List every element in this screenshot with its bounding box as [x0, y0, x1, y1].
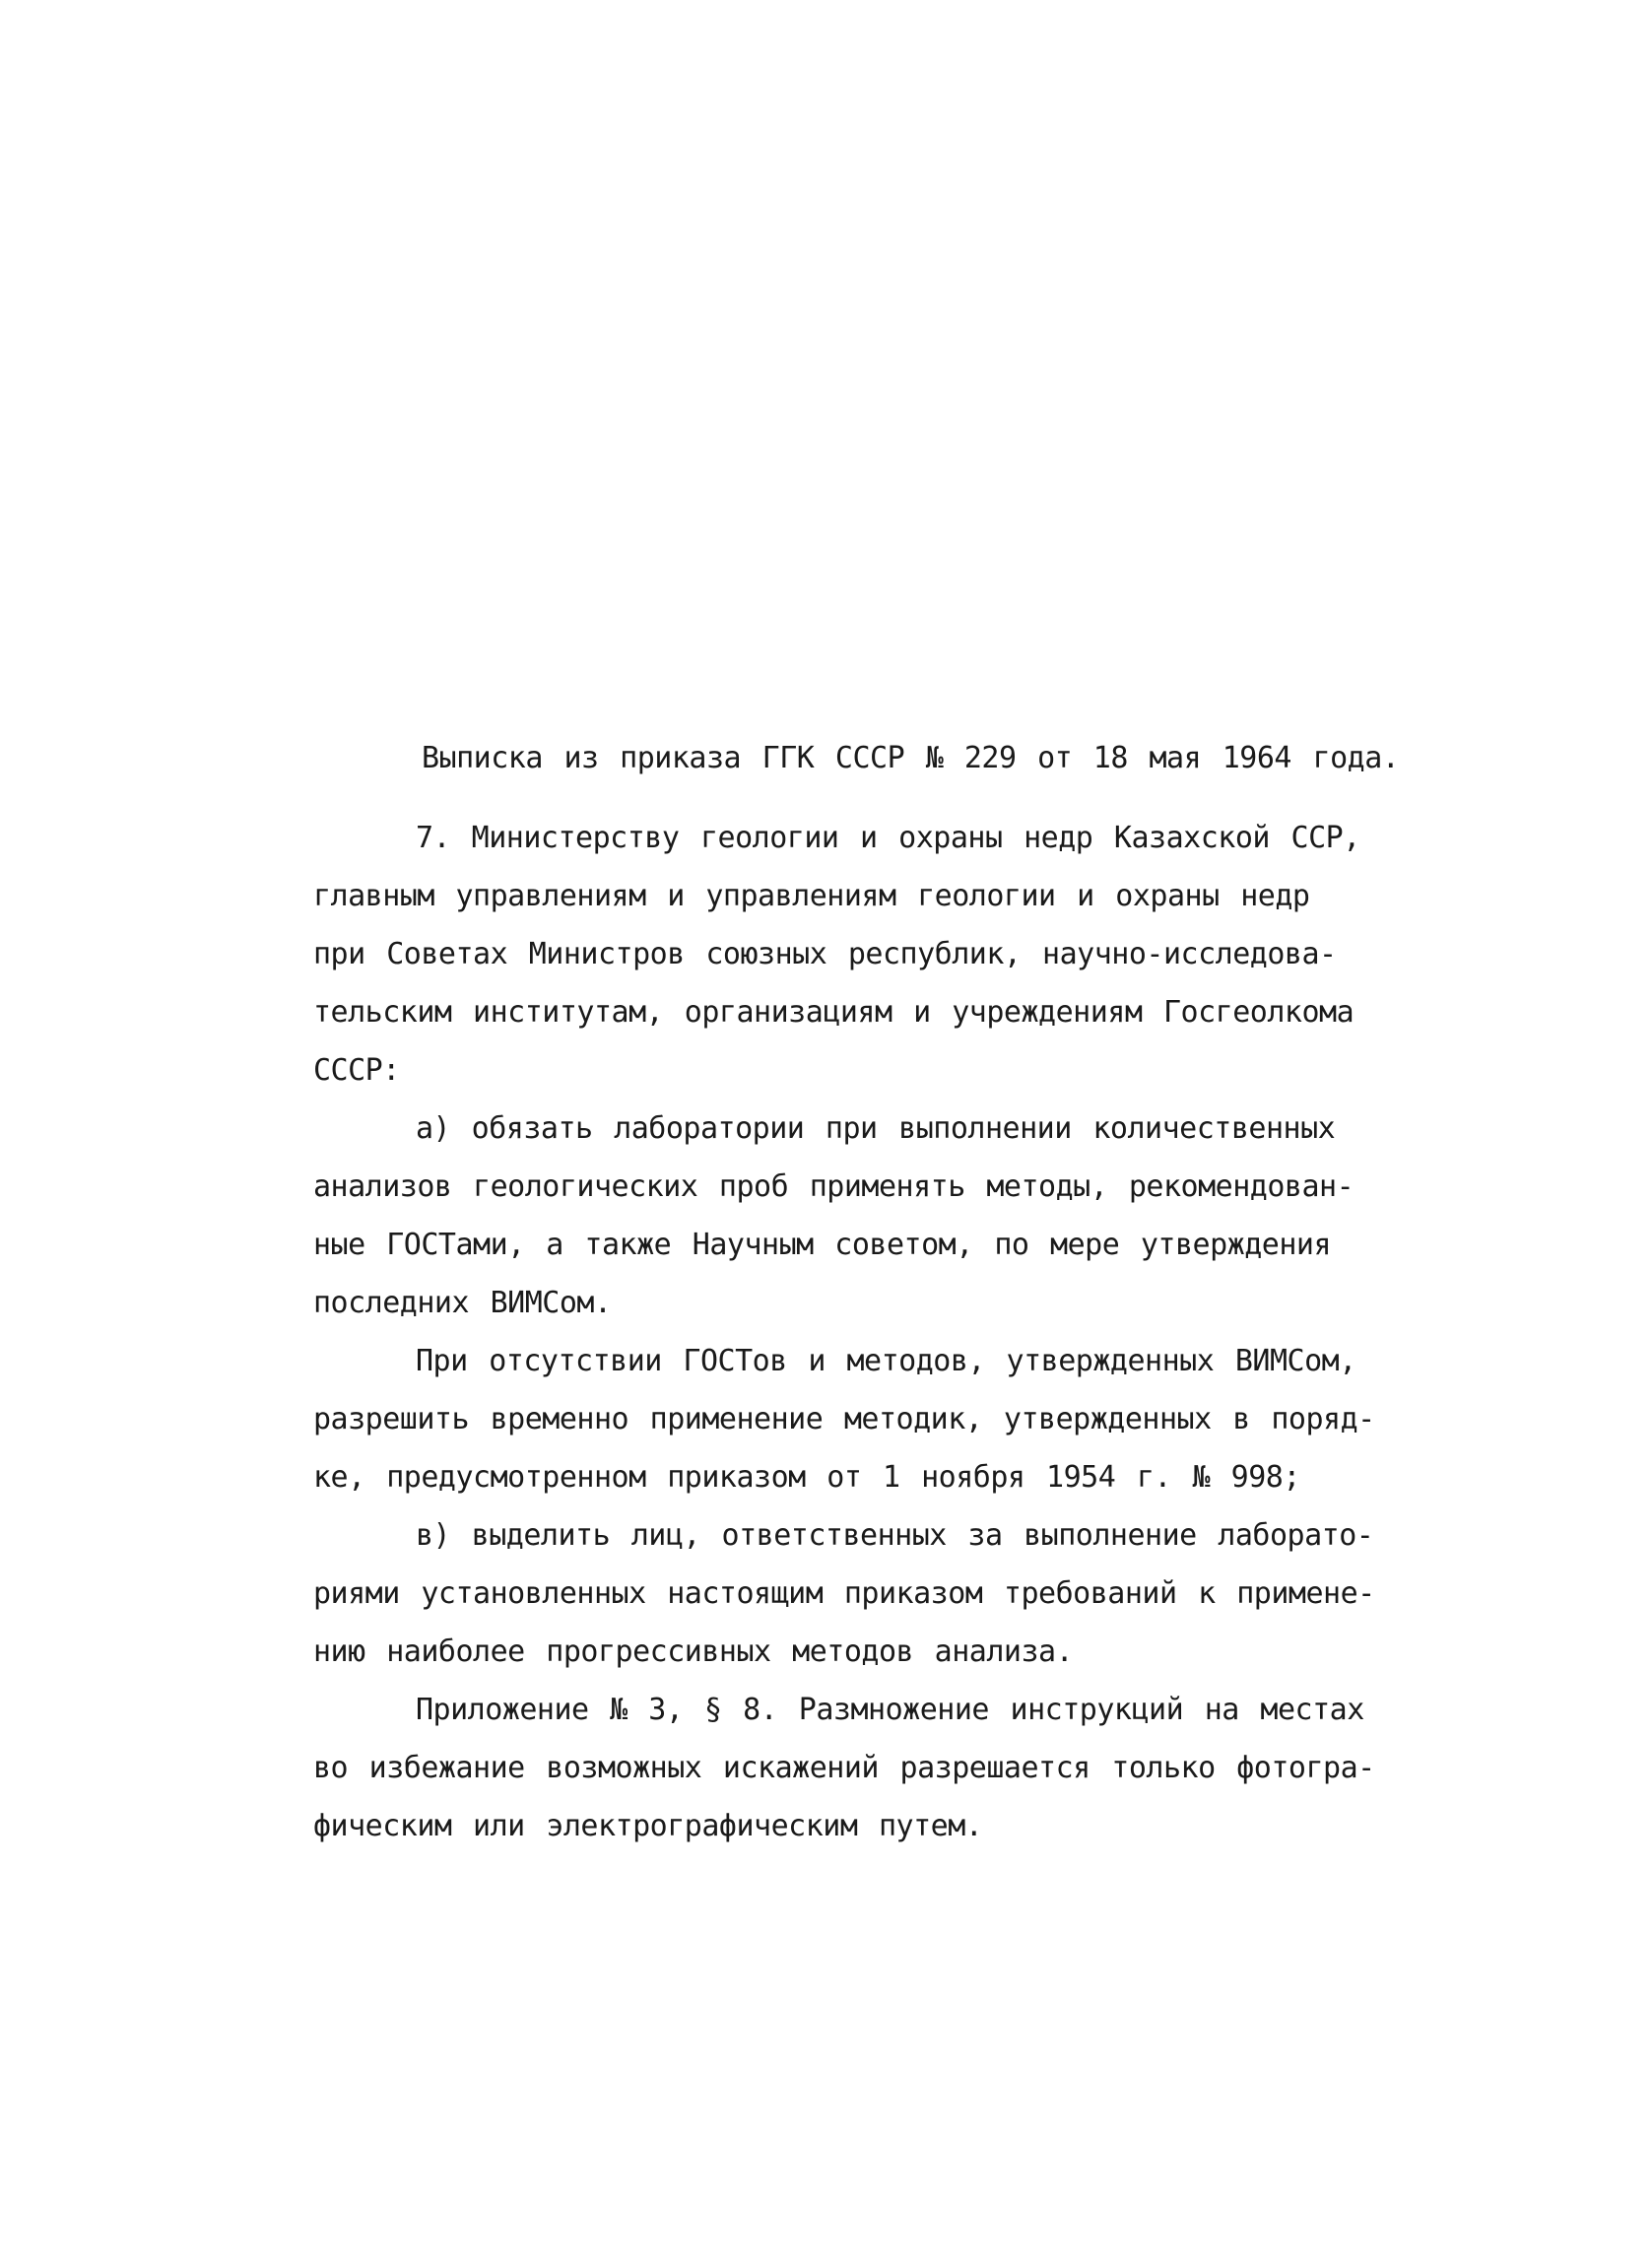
paragraph-v	[313, 1506, 1397, 1681]
paragraph-line: разрешить временно применение методик, утвержденных в поряд-	[313, 1402, 1375, 1436]
paragraph-line: при Советах Министров союзных республик, научно-исследова-	[313, 937, 1337, 971]
paragraph-line: При отсутствии ГОСТов и методов, утвержденных ВИМСом,	[416, 1344, 1356, 1378]
paragraph-line: в) выделить лиц, ответственных за выполнение лаборато-	[416, 1518, 1374, 1553]
paragraph-line: а) обязать лаборатории при выполнении количественных	[416, 1111, 1336, 1146]
paragraph-line: ные ГОСТами, а также Научным советом, по мере утверждения	[313, 1228, 1332, 1262]
paragraph-line: ке, предусмотренном приказом от 1 ноября 1954 г. № 998;	[313, 1460, 1300, 1495]
paragraph-7	[313, 809, 1397, 1100]
paragraph-b	[313, 1332, 1397, 1506]
paragraph-line: 7. Министерству геологии и охраны недр Казахской ССР,	[416, 821, 1360, 855]
document-title: Выписка из приказа ГГК СССР № 229 от 18 мая 1964 года.	[422, 741, 1400, 775]
paragraph-line: главным управлениям и управлениям геологии и охраны недр	[313, 879, 1310, 913]
paragraph-line: Приложение № 3, § 8. Размножение инструкций на местах	[416, 1693, 1364, 1727]
paragraph-line: СССР:	[313, 1053, 400, 1088]
paragraph-line: фическим или электрографическим путем.	[313, 1809, 983, 1843]
paragraph-a	[313, 1100, 1397, 1332]
paragraph-line: нию наиболее прогрессивных методов анализа.	[313, 1634, 1074, 1669]
document-body	[313, 729, 1400, 1855]
paragraph-line: анализов геологических проб применять методы, рекомендован-	[313, 1169, 1355, 1204]
paragraph-appendix	[313, 1681, 1397, 1855]
paragraph-line: риями установленных настоящим приказом требований к примене-	[313, 1576, 1375, 1611]
paragraph-line: последних ВИМСом.	[313, 1286, 612, 1320]
paragraph-line: во избежание возможных искажений разрешается только фотогра-	[313, 1751, 1375, 1785]
paragraph-line: тельским институтам, организациям и учреждениям Госгеолкома	[313, 995, 1355, 1030]
